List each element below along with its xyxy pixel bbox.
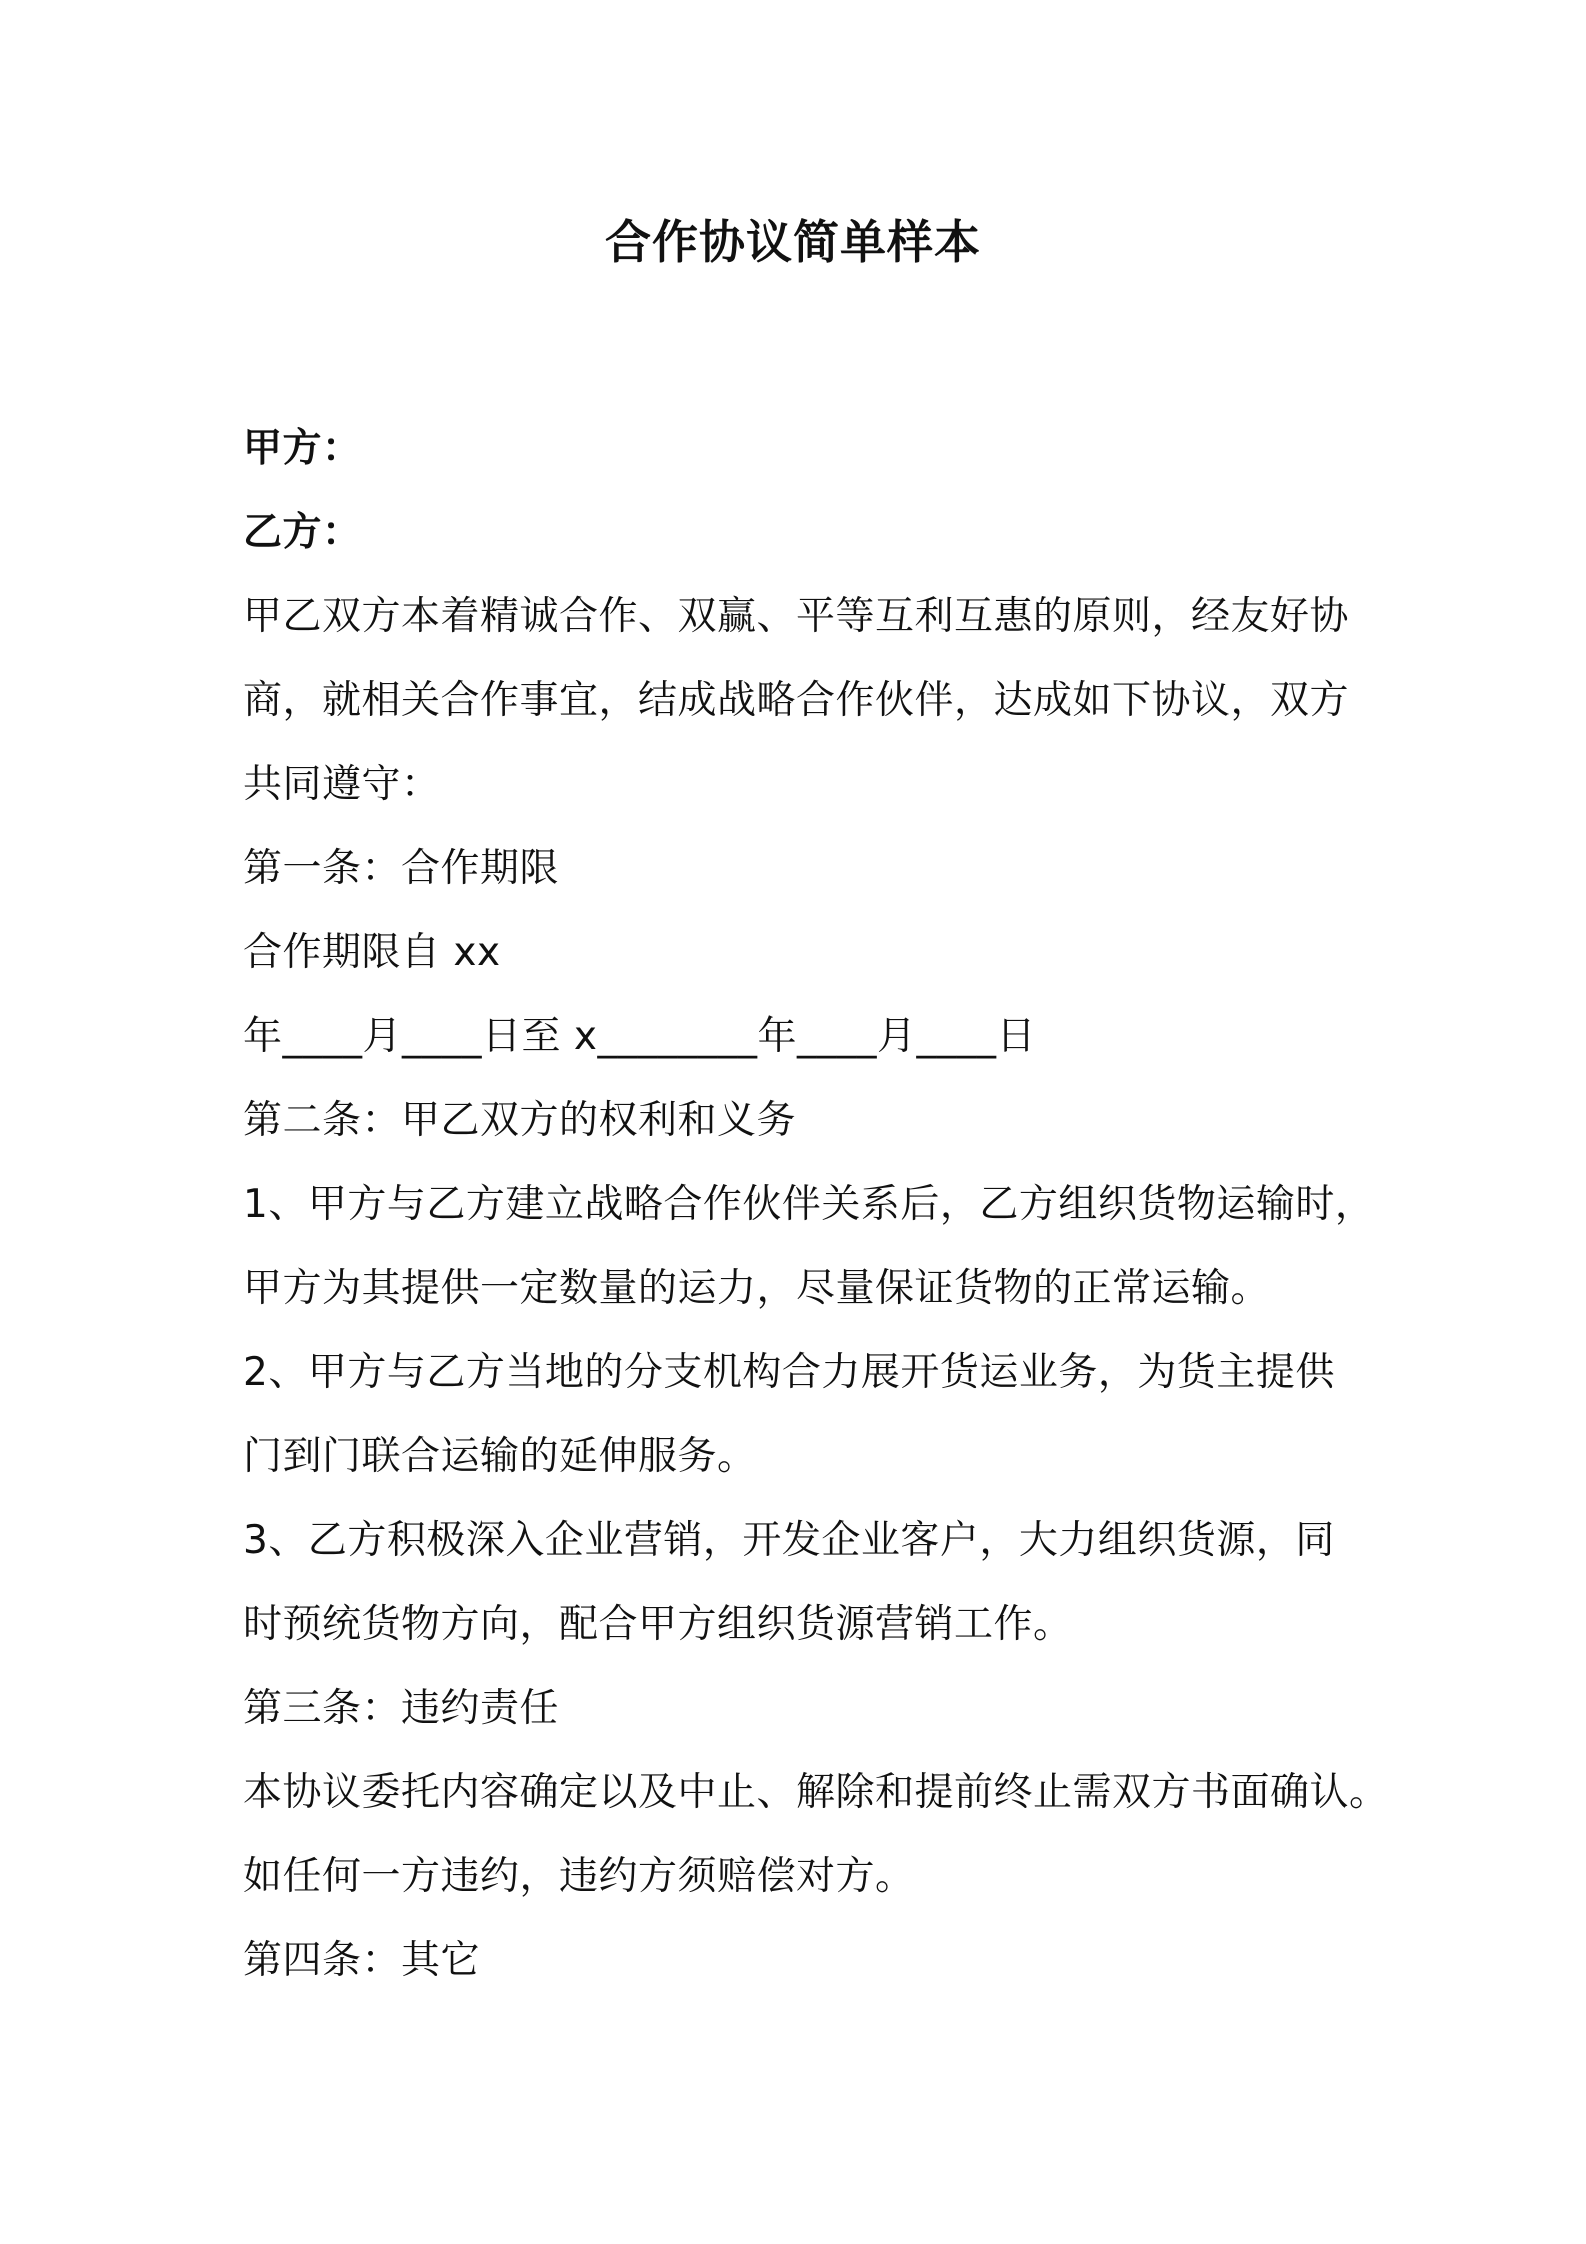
article-2-item-3-line-1: 3、乙方积极深入企业营销，开发企业客户，大力组织货源，同: [243, 1518, 1335, 1563]
article-1-heading: 第一条：合作期限: [243, 846, 560, 891]
article-3-heading: 第三条：违约责任: [243, 1686, 560, 1731]
document-body: [243, 407, 1389, 2003]
article-2-item-1-line-2: 甲方为其提供一定数量的运力，尽量保证货物的正常运输。: [243, 1266, 1271, 1311]
article-3-text-1: 本协议委托内容确定以及中止、解除和提前终止需双方书面确认。: [243, 1770, 1389, 1815]
party-a-line: 甲方：: [243, 426, 362, 471]
article-2-heading: 第二条：甲乙双方的权利和义务: [243, 1098, 797, 1143]
preamble-line-3: 共同遵守：: [243, 762, 441, 807]
party-b-line: 乙方：: [243, 510, 362, 555]
article-2-item-1-line-1: 1、甲方与乙方建立战略合作伙伴关系后，乙方组织货物运输时，: [243, 1182, 1375, 1227]
article-1-text-1: 合作期限自 xx: [243, 930, 501, 975]
article-1-text-2: 年____月____日至 x________年____月____日: [243, 1014, 1036, 1059]
document-title: 合作协议简单样本: [605, 215, 981, 269]
preamble-line-1: 甲乙双方本着精诚合作、双赢、平等互利互惠的原则，经友好协: [243, 594, 1350, 639]
preamble-line-2: 商，就相关合作事宜，结成战略合作伙伴，达成如下协议，双方: [243, 678, 1350, 723]
article-2-item-2-line-2: 门到门联合运输的延伸服务。: [243, 1434, 757, 1479]
article-2-item-2-line-1: 2、甲方与乙方当地的分支机构合力展开货运业务，为货主提供: [243, 1350, 1335, 1395]
article-4-heading: 第四条：其它: [243, 1938, 481, 1983]
article-2-item-3-line-2: 时预统货物方向，配合甲方组织货源营销工作。: [243, 1602, 1073, 1647]
article-3-text-2: 如任何一方违约，违约方须赔偿对方。: [243, 1854, 915, 1899]
